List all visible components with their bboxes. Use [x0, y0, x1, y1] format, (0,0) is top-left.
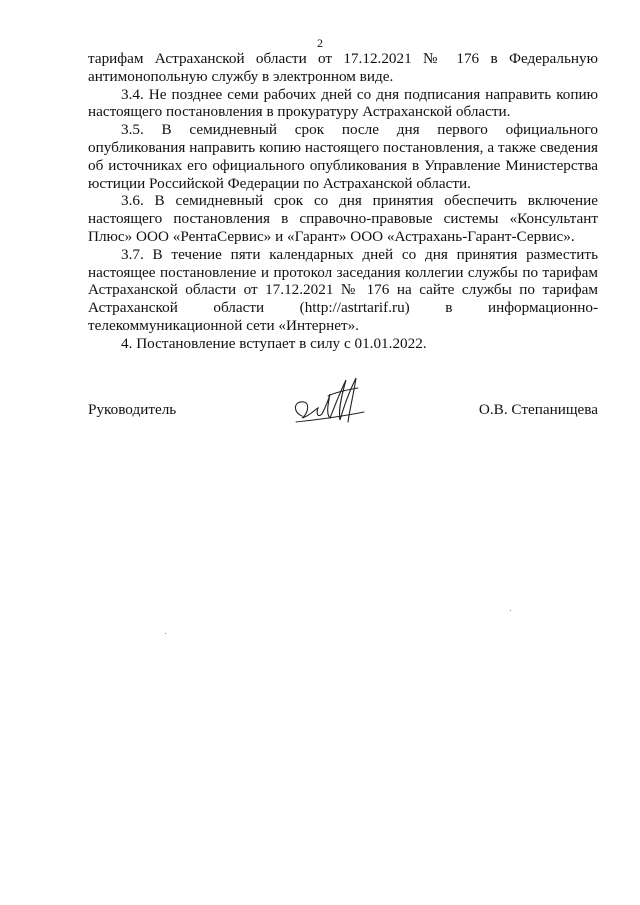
paragraph-3-7: 3.7. В течение пяти календарных дней со дня принятия разместить настоящее постановление и протокол заседания коллегии службы по тарифам Астраханской области от 17.12.2021 № 176 на сайте службы по тарифам Астраханской области (http://astrtarif.ru) в информационно-телекоммуникационной сети «Интернет».: [88, 245, 598, 334]
signatory-name: О.В. Степанищева: [478, 401, 598, 418]
paragraph-4: 4. Постановление вступает в силу с 01.01.2022.: [121, 334, 427, 352]
paragraph-3-4: 3.4. Не позднее семи рабочих дней со дня подписания направить копию настоящего постановления в прокуратуру Астраханской области.: [88, 85, 598, 121]
signature-block: [88, 372, 598, 432]
scan-speck: [510, 610, 511, 611]
signatory-title: Руководитель: [88, 401, 177, 418]
scan-speck: [165, 633, 166, 634]
paragraph-3-6: 3.6. В семидневный срок со дня принятия обеспечить включение настоящего постановления в справочно-правовые системы «Консультант Плюс» ООО «РентаСервис» и «Гарант» ООО «Астрахань-Гарант-Сервис».: [88, 192, 598, 245]
document-body: [88, 50, 598, 353]
handwritten-signature: [284, 372, 374, 430]
paragraph-3-5: 3.5. В семидневный срок после дня первого официального опубликования направить копию настоящего постановления, а также сведения об источниках его официального опубликования в Управление Министерства юстиции Российской Федерации по Астраханской области.: [88, 121, 598, 192]
paragraph-continuation: тарифам Астраханской области от 17.12.2021 № 176 в Федеральную антимонопольную службу в электронном виде.: [88, 50, 598, 85]
page-number: 2: [317, 36, 323, 50]
